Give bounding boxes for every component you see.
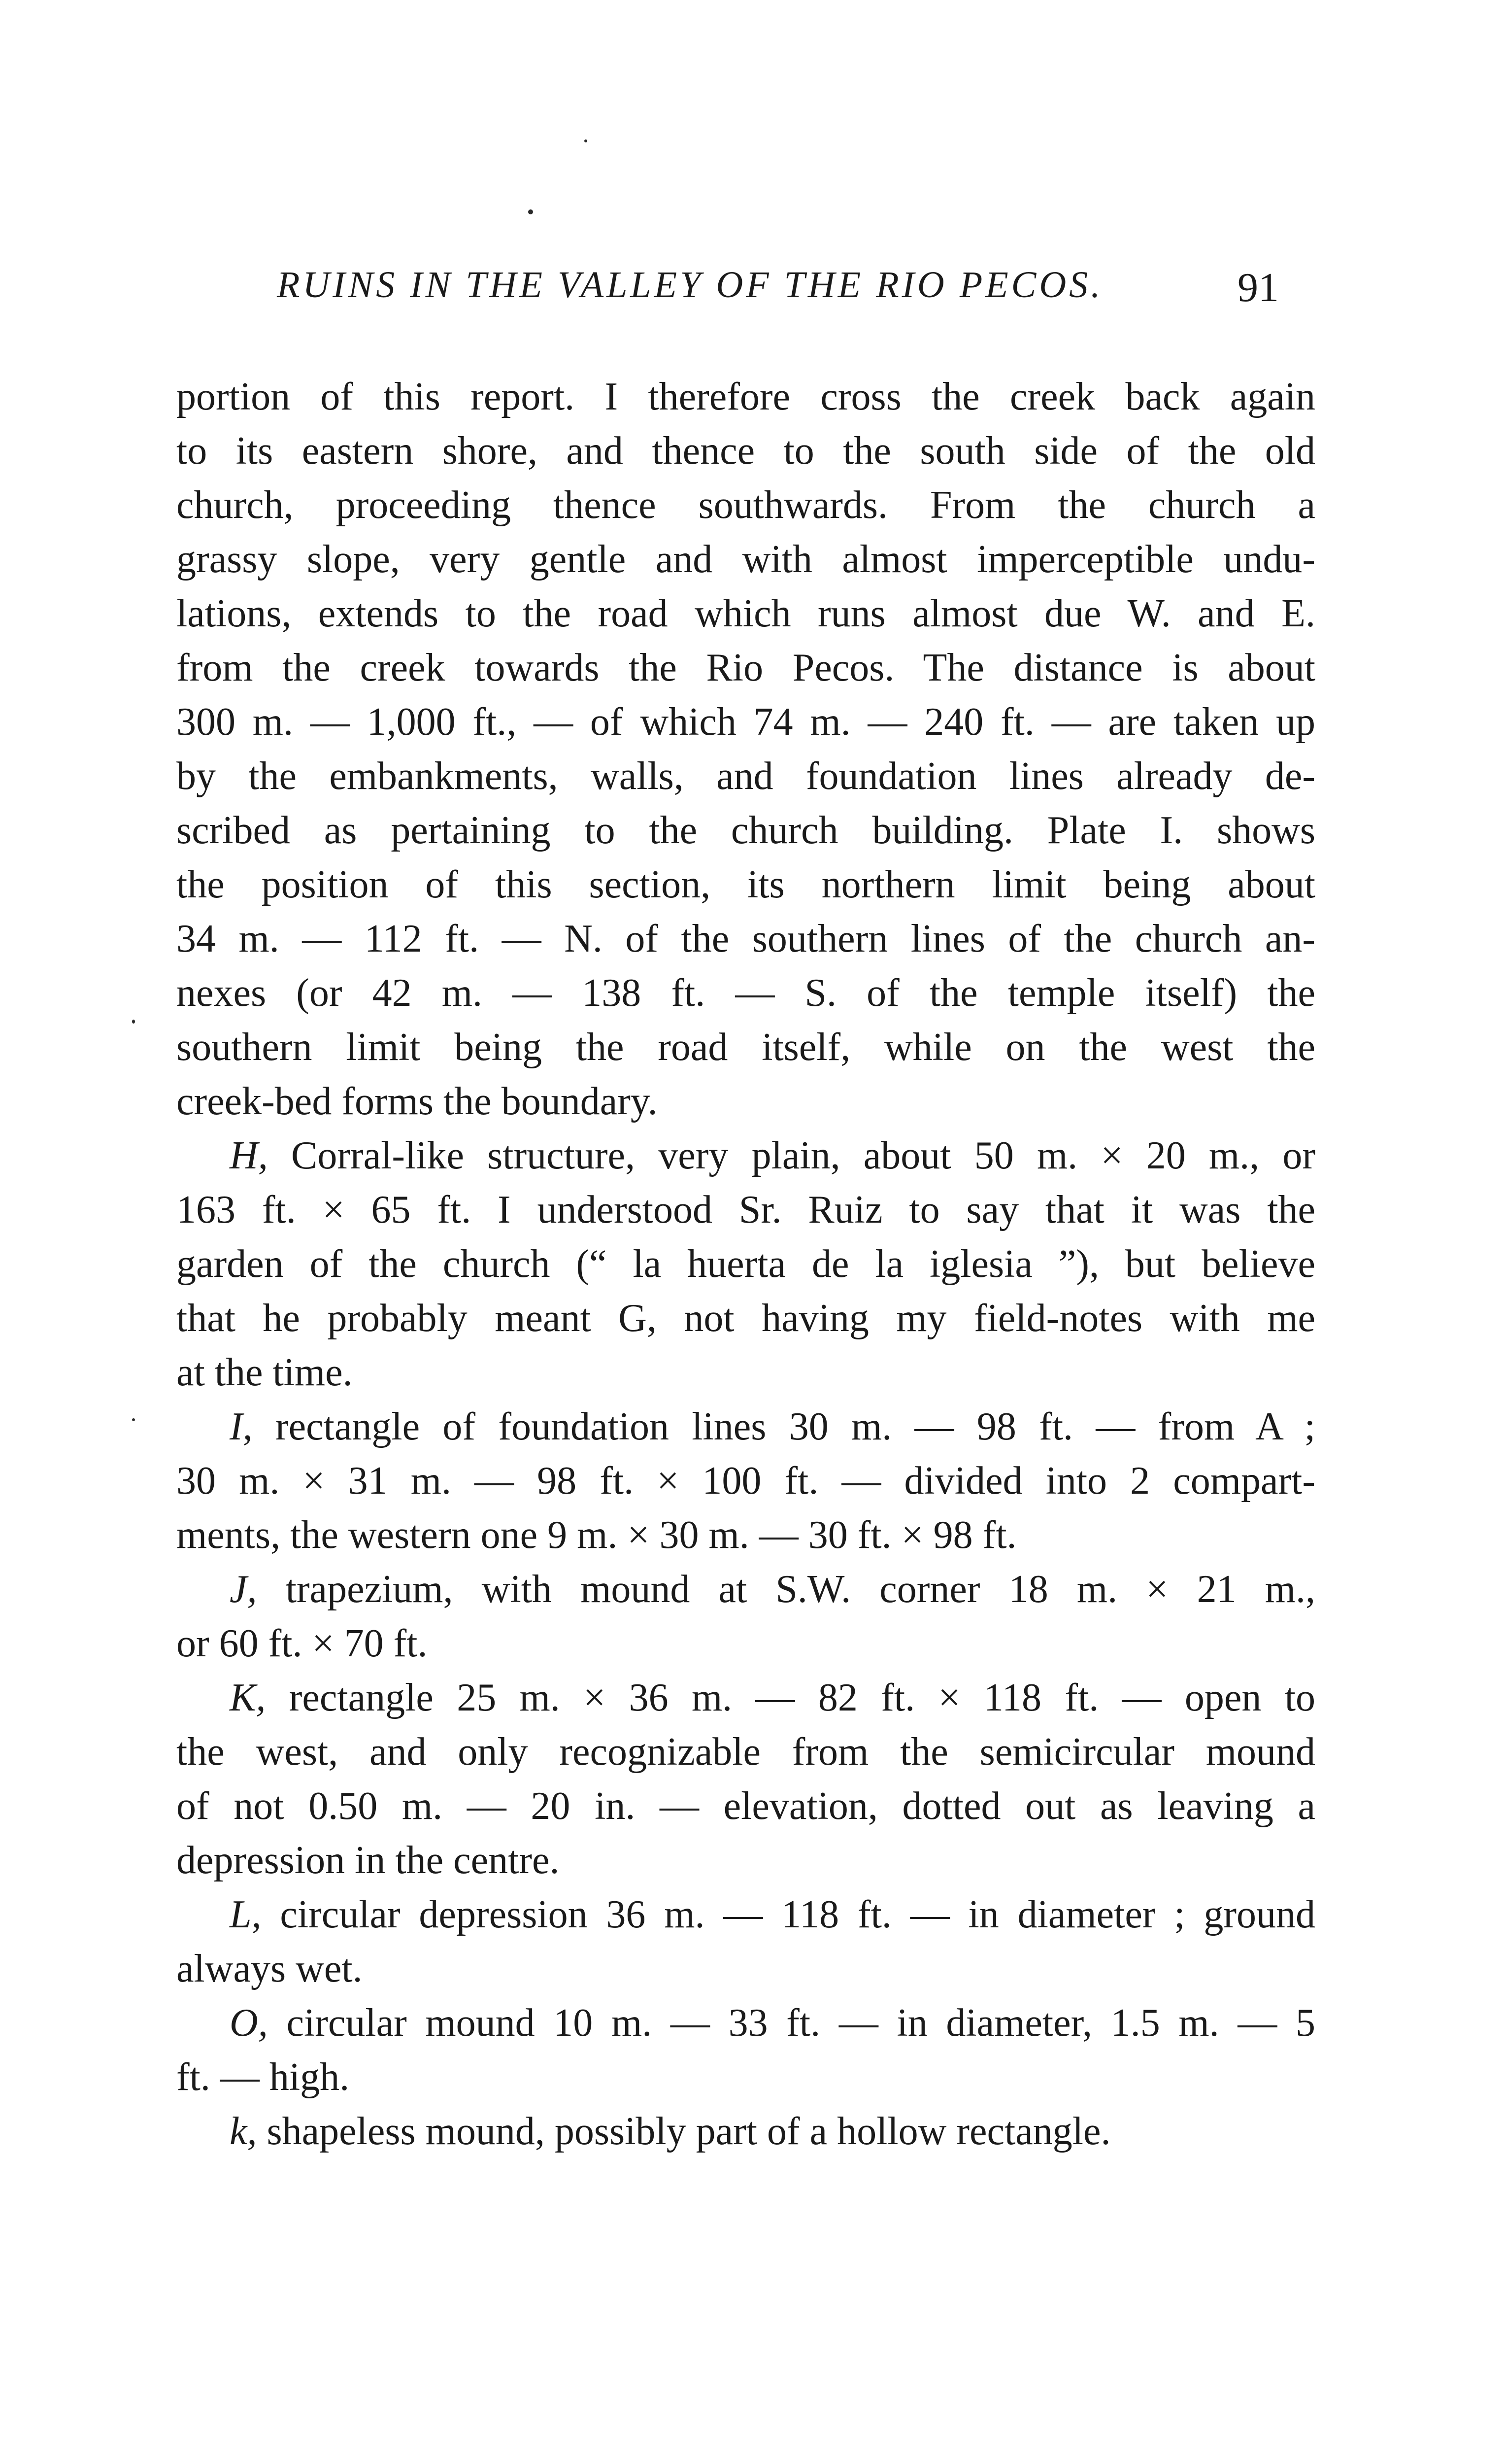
plan-key: L, (230, 1893, 262, 1936)
text-run: rectangle of foundation lines 30 m. — 98 ft. — from A ; (252, 1405, 1315, 1448)
text-line: at the time. (176, 1351, 353, 1394)
text-line: 34 m. — 112 ft. — N. of the southern lines of the church an- (176, 917, 1315, 960)
text-line: 163 ft. × 65 ft. I understood Sr. Ruiz to say that it was the (176, 1188, 1315, 1232)
plan-key: J, (230, 1568, 257, 1611)
body-text (176, 370, 1315, 2158)
paragraph-o (176, 1996, 1315, 2104)
text-line (176, 1562, 1315, 1616)
print-speck (584, 139, 587, 142)
text-line: or 60 ft. × 70 ft. (176, 1622, 428, 1665)
text-line (176, 2104, 1315, 2158)
paragraph-i (176, 1400, 1315, 1562)
text-run: circular mound 10 m. — 33 ft. — in diameter, 1.5 m. — 5 (268, 2001, 1315, 2045)
text-line: southern limit being the road itself, while on the west the (176, 1026, 1315, 1069)
text-line: portion of this report. I therefore cross the creek back again (176, 375, 1315, 418)
text-line: 300 m. — 1,000 ft., — of which 74 m. — 240 ft. — are taken up (176, 700, 1315, 744)
text-line: from the creek towards the Rio Pecos. The distance is about (176, 646, 1315, 689)
text-line: depression in the centre. (176, 1839, 560, 1882)
text-run: shapeless mound, possibly part of a hollow rectangle. (257, 2110, 1111, 2153)
text-run: circular depression 36 m. — 118 ft. — in diameter ; ground (261, 1893, 1315, 1936)
text-line: ments, the western one 9 m. × 30 m. — 30 ft. × 98 ft. (176, 1513, 1017, 1557)
text-line: 30 m. × 31 m. — 98 ft. × 100 ft. — divided into 2 compart- (176, 1459, 1315, 1503)
text-line: scribed as pertaining to the church building. Plate I. shows (176, 809, 1315, 852)
text-run: rectangle 25 m. × 36 m. — 82 ft. × 118 ft. — open to (266, 1676, 1315, 1719)
plan-key: H, (230, 1134, 268, 1177)
text-line: ft. — high. (176, 2055, 350, 2099)
print-speck (132, 1020, 135, 1024)
text-line: lations, extends to the road which runs almost due W. and E. (176, 592, 1315, 635)
text-run: Corral-like structure, very plain, about 50 m. × 20 m., or (268, 1134, 1315, 1177)
text-run: trapezium, with mound at S.W. corner 18 m. × 21 m., (257, 1568, 1315, 1611)
plan-key: I, (230, 1405, 253, 1448)
text-line: church, proceeding thence southwards. From the church a (176, 483, 1315, 527)
paragraph-h (176, 1129, 1315, 1400)
running-head (277, 264, 1311, 318)
text-line: creek-bed forms the boundary. (176, 1080, 658, 1123)
plan-key: O, (230, 2001, 268, 2045)
text-line (176, 1887, 1315, 1942)
plan-key: k, (230, 2110, 257, 2153)
text-line: by the embankments, walls, and foundation lines already de- (176, 754, 1315, 798)
paragraph-l (176, 1887, 1315, 1996)
page-number: 91 (1238, 265, 1279, 310)
text-line (176, 1671, 1315, 1725)
text-line: grassy slope, very gentle and with almost imperceptible undu- (176, 538, 1315, 581)
paragraph-k-lower (176, 2104, 1315, 2158)
text-line: always wet. (176, 1947, 363, 1990)
text-line: that he probably meant G, not having my field-notes with me (176, 1297, 1315, 1340)
text-line: nexes (or 42 m. — 138 ft. — S. of the temple itself) the (176, 971, 1315, 1015)
text-line: the position of this section, its northern limit being about (176, 863, 1315, 906)
text-line: to its eastern shore, and thence to the south side of the old (176, 429, 1315, 473)
text-line: of not 0.50 m. — 20 in. — elevation, dotted out as leaving a (176, 1784, 1315, 1828)
paragraph-j (176, 1562, 1315, 1671)
running-title: RUINS IN THE VALLEY OF THE RIO PECOS. (277, 264, 1104, 306)
print-speck (132, 1418, 135, 1421)
print-speck (528, 209, 533, 214)
paragraph (176, 370, 1315, 1129)
paragraph-k (176, 1671, 1315, 1887)
text-line (176, 1400, 1315, 1454)
plan-key: K, (230, 1676, 266, 1719)
text-line: the west, and only recognizable from the semicircular mound (176, 1730, 1315, 1774)
text-line (176, 1129, 1315, 1183)
text-line (176, 1996, 1315, 2050)
text-line: garden of the church (“ la huerta de la iglesia ”), but believe (176, 1242, 1315, 1286)
